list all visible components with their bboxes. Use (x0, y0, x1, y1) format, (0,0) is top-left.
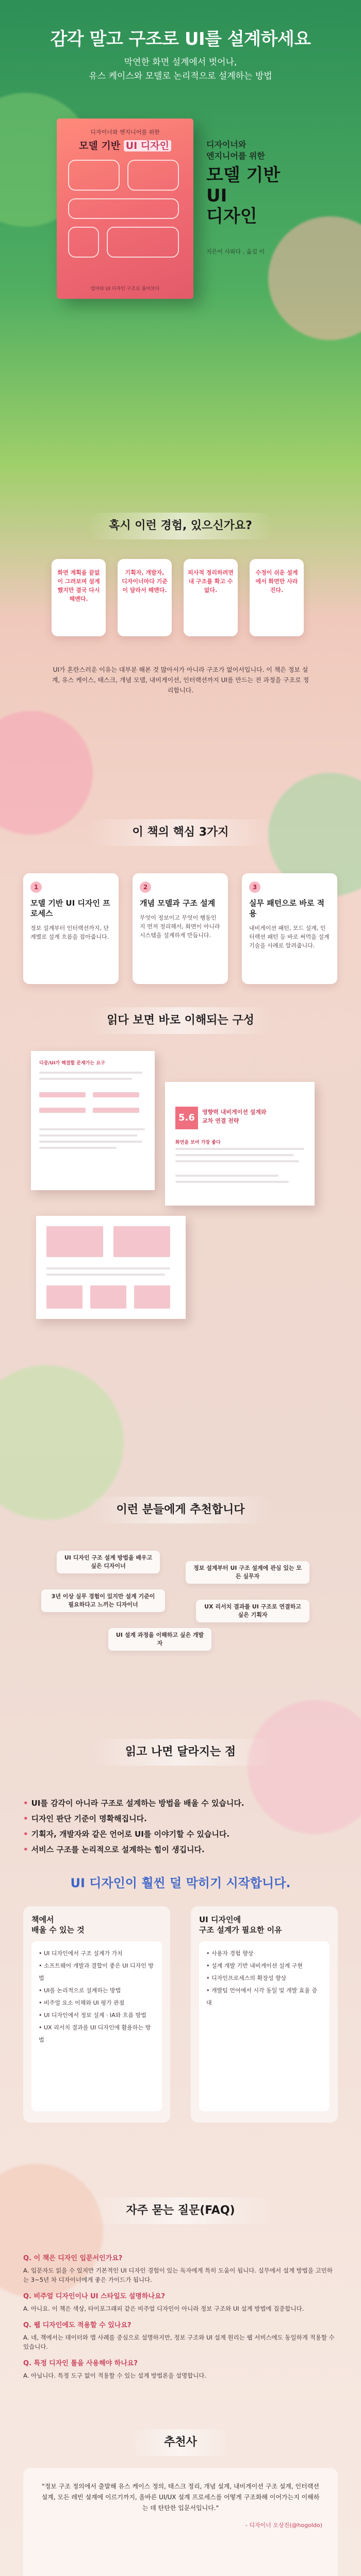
core-card-2 (133, 873, 228, 984)
core-card-1 (23, 873, 119, 984)
compare-item: • 소프트웨어 개발과 결합이 좋은 UI 디자인 방법 (39, 1962, 154, 1981)
faq-answer: A. 아니요. 이 책은 색상, 타이포그래피 같은 비주얼 디자인이 아니라 정보 구조와 UI 설계 방법에 집중합니다. (23, 2305, 304, 2312)
compare-item: • UX 리서치 결과를 UI 디자인에 활용하는 방법 (39, 2024, 151, 2043)
changes-highlight: UI 디자인이 훨씬 덜 막히기 시작합니다. (70, 1876, 291, 1890)
side-kicker-line1: 디자이너와 (206, 140, 247, 149)
compare-right (191, 1906, 338, 2123)
sheet1-title: 디중/UI가 해결할 문제가는 요구 (39, 1061, 105, 1066)
compare-item: • 비주얼 요소 이해와 UI 평가 관점 (39, 1999, 125, 2006)
core-title: 개념 모델과 구조 설계 (140, 899, 216, 908)
sheet2-title-line2: 교차 연결 전략 (202, 1117, 239, 1124)
cover-footer: 엄마와 UI 디자인 구조로 풀어보다 (90, 286, 160, 292)
compare-right-title-line1: UI 디자인에 (199, 1915, 241, 1924)
side-title-line2: UI (206, 185, 227, 206)
preview-sheet-3 (36, 1216, 186, 1319)
experience-card: 기획자, 개발자, 디자이너마다 기준이 달라서 헤맨다. (118, 559, 172, 636)
recommendation-author: - 디자이너 오상진(@hogoldo) (245, 2522, 322, 2529)
decor-blob (0, 711, 93, 835)
hero-subtitle-line2: 유스 케이스와 모델로 논리적으로 설계하는 방법 (89, 71, 272, 81)
side-title (206, 165, 320, 227)
compare-item: • 설계 개발 기반 내비게이션 설계 구현 (206, 1962, 303, 1969)
preview-heading: 읽다 보면 바로 이해되는 구성 (88, 1007, 273, 1034)
changes-heading: 읽고 나면 달라지는 점 (88, 1739, 273, 1766)
side-title-line3: 디자인 (206, 206, 257, 227)
experience-card: 화면 계획을 끝없이 그려보며 설계했지만 결국 다시 헤맨다. (52, 559, 106, 636)
hero-subtitle (0, 56, 361, 83)
sheet2-chapter-title (202, 1108, 267, 1125)
compare-left (23, 1906, 170, 2123)
faq-item (23, 2320, 338, 2351)
book-cover (57, 118, 193, 299)
side-kicker (206, 139, 320, 162)
compare-item: • UI 디자인에서 정보 설계 · IA와 흐름 방법 (39, 2012, 146, 2019)
sheet2-subtitle: 화면을 보여 가장 좋다 (175, 1140, 221, 1145)
compare-item: • 개발팀 언어에서 시각 동일 및 개발 효율 증대 (206, 1987, 318, 2006)
experience-description: UI가 혼란스러운 이유는 대부분 해본 것 많아서가 아니라 구조가 없어서입니다. 이 책은 정보 설계, 유스 케이스, 태스크, 개념 모델, 내비게이션, 인터랙션까지 UI를 만드는 전 과정을 구조로 정리합니다. (52, 666, 309, 694)
core-title: 모델 기반 UI 디자인 프로세스 (30, 899, 110, 918)
faq-list (23, 2246, 338, 2380)
faq-question: Q. 특정 디자인 툴을 사용해야 하나요? (23, 2360, 138, 2367)
compare-right-card (199, 1941, 330, 2111)
compare-left-card (31, 1941, 162, 2111)
side-title-line1: 모델 기반 (206, 165, 281, 185)
faq-answer: A. 입문자도 읽을 수 있지만 기본적인 UI 디자인 경험이 있는 독자에게 특히 도움이 됩니다. 실무에서 설계 방법을 고민하는 3~5년 차 디자이너에게 좋은 가이드가 됩니다. (23, 2267, 333, 2283)
compare-left-title-line1: 책에서 (31, 1915, 54, 1924)
core-description: 내비게이션 패턴, 모드 설계, 인터랙션 패턴 등 바로 써먹을 설계 기술을 사례로 알려줍니다. (249, 925, 330, 949)
cover-label: 디자이너와 엔지니어를 위한 (90, 129, 160, 135)
changes-list (23, 1795, 338, 1857)
faq-question: Q. 이 책은 디자인 입문서인가요? (23, 2255, 123, 2262)
preview-sheet-1 (31, 1051, 155, 1190)
core-number: 2 (140, 882, 151, 893)
core-card-3 (242, 873, 337, 984)
faq-answer: A. 아닙니다. 특정 도구 없이 적용할 수 있는 설계 방법론을 설명합니다. (23, 2372, 207, 2379)
cover-title (65, 138, 185, 152)
compare-item: • UI를 논리적으로 설계하는 방법 (39, 1987, 121, 1994)
recommend-tag: UI 설계 과정을 이해하고 싶은 개발자 (108, 1628, 211, 1651)
change-item: • 디자인 판단 기준이 명확해집니다. (23, 1814, 147, 1823)
experience-card: 수정이 쉬운 설계에서 화면만 사라진다. (250, 559, 304, 636)
hero-title: 감각 말고 구조로 UI를 설계하세요 (50, 29, 311, 49)
recommendation-box (23, 2468, 338, 2576)
recommend-tag: UX 리서치 결과를 UI 구조로 연결하고 싶은 기획자 (196, 1600, 309, 1622)
experience-card: 피사적 정리하려면 내 구조를 확고 수 없다. (184, 559, 238, 636)
faq-question: Q. 웹 디자인에도 적용할 수 있나요? (23, 2321, 132, 2329)
compare-item: • 사용자 경험 향상 (206, 1950, 254, 1957)
change-item: • 서비스 구조를 논리적으로 설계하는 힘이 생깁니다. (23, 1845, 205, 1854)
cover-title-prefix: 모델 기반 (79, 140, 121, 151)
compare-left-title (31, 1914, 162, 1935)
faq-item (23, 2253, 338, 2284)
preview-pages (31, 1051, 330, 1324)
core-number: 1 (30, 882, 42, 893)
book-authors: 지은이 사와다 , 옮김 이 (206, 248, 265, 255)
recommend-heading: 이런 분들에게 추천합니다 (88, 1497, 273, 1523)
hero-subtitle-line1: 막연한 화면 설계에서 벗어나, (124, 57, 237, 67)
sheet2-chapter-number: 5.6 (175, 1107, 198, 1129)
compare-right-title (199, 1914, 330, 1935)
faq-answer: A. 네, 책에서는 데이터와 앱 사례를 중심으로 설명하지만, 정보 구조와 UI 설계 원리는 웹 서비스에도 동일하게 적용할 수 있습니다. (23, 2334, 335, 2350)
faq-heading: 자주 묻는 질문(FAQ) (88, 2197, 273, 2224)
core-title: 실무 패턴으로 바로 적용 (249, 899, 325, 918)
core-description: 무엇이 정보이고 무엇이 행동인지 먼저 정리해서, 화면이 아니라 시스템을 설계하게 만듭니다. (140, 914, 220, 939)
core-description: 정보 설계부터 인터랙션까지, 단계별로 설계 흐름을 잡아줍니다. (30, 925, 109, 940)
experience-heading: 혹시 이런 경험, 있으신가요? (88, 513, 273, 539)
compare-item: • UI 디자인에서 구조 설계가 가치 (39, 1950, 123, 1957)
cover-illustration (68, 160, 182, 263)
recommend-tag: 3년 이상 실무 경험이 있지만 설계 기준이 필요하다고 느끼는 디자이너 (41, 1589, 165, 1612)
faq-item (23, 2292, 338, 2313)
recommend-tag: 정보 설계부터 UI 구조 설계에 관심 있는 모든 실무자 (186, 1561, 309, 1584)
faq-item (23, 2359, 338, 2380)
recommend-tag: UI 디자인 구조 설계 방법을 배우고 싶은 디자이너 (57, 1551, 160, 1573)
cover-title-highlight: UI 디자인 (124, 140, 171, 151)
sheet2-title-line1: 영향력 내비게이션 설계와 (202, 1109, 267, 1115)
preview-sheet-2 (165, 1082, 315, 1206)
compare-left-title-line2: 배울 수 있는 것 (31, 1925, 85, 1935)
side-kicker-line2: 엔지니어를 위한 (206, 151, 265, 161)
change-item: • 기획자, 개발자와 같은 언어로 UI를 이야기할 수 있습니다. (23, 1829, 230, 1839)
book-side-title (206, 139, 320, 256)
core-heading: 이 책의 핵심 3가지 (88, 819, 273, 846)
core-number: 3 (249, 882, 260, 893)
compare-item: • 디자인프로세스의 확장성 향상 (206, 1975, 287, 1981)
change-item: • UI를 감각이 아니라 구조로 설계하는 방법을 배울 수 있습니다. (23, 1799, 244, 1808)
compare-right-title-line2: 구조 설계가 필요한 이유 (199, 1925, 282, 1935)
recommendation-text: "정보 구조 정의에서 출발해 유스 케이스 정의, 태스크 정리, 개념 설계, 내비게이션 구조 설계, 인터랙션 설계, 모든 레빈 설계에 이르기까지, 올바른 UI/UX 설계 프로세스를 어떻게 구조화해 이어가는지 이해하는 데 탄탄한 입문서입니다." (41, 2483, 320, 2512)
quote-heading: 추천사 (129, 2429, 232, 2456)
faq-question: Q. 비주얼 디자인이나 UI 스타일도 설명하나요? (23, 2293, 166, 2300)
